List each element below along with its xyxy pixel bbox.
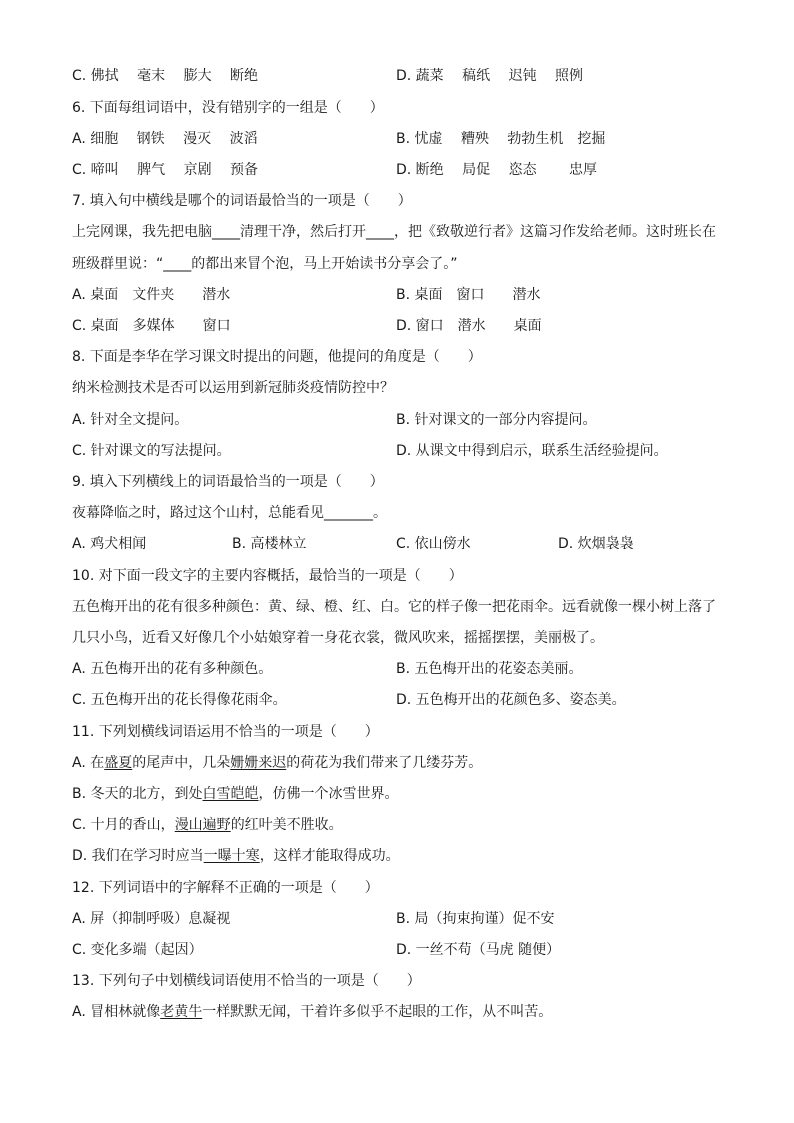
q11-a-text-2: 的尾声中，几朵 <box>132 755 231 771</box>
q11-a-text-3: 的荷花为我们带来了几缕芬芳。 <box>286 755 483 771</box>
q11-b-underlined: 白雪皑皑 <box>202 786 259 802</box>
q11-c-underlined: 漫山遍野 <box>174 817 231 833</box>
q11-b-text-1: B. 冬天的北方，到处 <box>72 786 203 802</box>
q9-option-a: A. 鸡犬相闻 <box>72 536 147 552</box>
q7-option-d: D. 窗口 潜水 桌面 <box>396 318 542 334</box>
q6-option-d: D. 断绝 局促 恣态 忠厚 <box>396 162 598 178</box>
q6-option-b: B. 忧虚 糟殃 勃勃生机 挖掘 <box>396 131 606 147</box>
q9-option-d: D. 炊烟袅袅 <box>558 536 634 552</box>
q12-option-a: A. 屏（抑制呼吸）息凝视 <box>72 911 231 927</box>
q6-option-a: A. 细胞 钢铁 漫灭 波滔 <box>72 131 258 147</box>
q11-option-b <box>72 784 399 804</box>
q8-option-c: C. 针对课文的写法提问。 <box>72 443 231 459</box>
q11-d-text-2: ，这样才能取得成功。 <box>259 848 400 864</box>
q10-option-b: B. 五色梅开出的花姿态美丽。 <box>396 661 583 677</box>
q11-c-text-1: C. 十月的香山， <box>72 817 175 833</box>
question-8: 8. 下面是李华在学习课文时提出的问题，他提问的角度是（ ） <box>72 349 482 365</box>
q13-a-underlined: 老黄牛 <box>160 1004 203 1020</box>
q11-option-d <box>72 846 400 866</box>
q10-option-a: A. 五色梅开出的花有多种颜色。 <box>72 661 273 677</box>
q11-c-text-2: 的红叶美不胜收。 <box>230 817 343 833</box>
q12-option-d: D. 一丝不苟（马虎 随便） <box>396 942 561 958</box>
q11-a-underlined-1: 盛夏 <box>104 755 133 771</box>
q13-option-a <box>72 1002 552 1022</box>
question-11: 11. 下列划横线词语运用不恰当的一项是（ ） <box>72 724 379 740</box>
q8-option-d: D. 从课文中得到启示，联系生活经验提问。 <box>396 443 668 459</box>
q7-option-c: C. 桌面 多媒体 窗口 <box>72 318 231 334</box>
q11-a-text-1: A. 在 <box>72 755 105 771</box>
question-9: 9. 填入下列横线上的词语最恰当的一项是（ ） <box>72 474 384 490</box>
q11-option-c <box>72 815 343 835</box>
q7-option-b: B. 桌面 窗口 潜水 <box>396 287 541 303</box>
q10-option-c: C. 五色梅开出的花长得像花雨伞。 <box>72 692 287 708</box>
q8-passage: 纳米检测技术是否可以运用到新冠肺炎疫情防控中？ <box>72 380 394 396</box>
q11-d-underlined: 一曝十寒 <box>203 848 260 864</box>
q13-a-text-2: 一样默默无闻，干着许多似乎不起眼的工作，从不叫苦。 <box>202 1004 553 1020</box>
q5-option-d: D. 蔬菜 稿纸 迟钝 照例 <box>396 68 584 84</box>
question-13: 13. 下列句子中划横线词语使用不恰当的一项是（ ） <box>72 973 421 989</box>
q5-option-c: C. 佛拭 毫末 膨大 断绝 <box>72 68 259 84</box>
q7-passage-line-1: 上完网课，我先把电脑____清理干净，然后打开____，把《致敬逆行者》这篇习作发给老师。这时班长在 <box>72 224 716 240</box>
question-6: 6. 下面每组词语中，没有错别字的一组是（ ） <box>72 100 384 116</box>
q6-option-c: C. 啼叫 脾气 京剧 预备 <box>72 162 259 178</box>
q8-option-b: B. 针对课文的一部分内容提问。 <box>396 412 597 428</box>
q10-passage-line-2: 几只小鸟，近看又好像几个小姑娘穿着一身花衣裳，微风吹来，摇摇摆摆，美丽极了。 <box>72 630 604 646</box>
q10-option-d: D. 五色梅开出的花颜色多、姿态美。 <box>396 692 626 708</box>
q9-option-b: B. 高楼林立 <box>232 536 307 552</box>
q11-b-text-2: ，仿佛一个冰雪世界。 <box>258 786 399 802</box>
q10-passage-line-1: 五色梅开出的花有很多种颜色：黄、绿、橙、红、白。它的样子像一把花雨伞。远看就像一棵小树上落了 <box>72 599 716 615</box>
q11-option-a <box>72 753 482 773</box>
q7-option-a: A. 桌面 文件夹 潜水 <box>72 287 231 303</box>
q11-d-text-1: D. 我们在学习时应当 <box>72 848 204 864</box>
q12-option-c: C. 变化多端（起因） <box>72 942 203 958</box>
q12-option-b: B. 局（拘束拘谨）促不安 <box>396 911 555 927</box>
question-10: 10. 对下面一段文字的主要内容概括，最恰当的一项是（ ） <box>72 568 463 584</box>
q9-option-c: C. 依山傍水 <box>396 536 471 552</box>
q8-option-a: A. 针对全文提问。 <box>72 412 189 428</box>
q11-a-underlined-2: 姗姗来迟 <box>230 755 287 771</box>
q13-a-text-1: A. 冒相林就像 <box>72 1004 161 1020</box>
q7-passage-line-2: 班级群里说：“____的都出来冒个泡，马上开始读书分享会了。” <box>72 256 458 272</box>
question-7: 7. 填入句中横线是哪个的词语最恰当的一项是（ ） <box>72 193 412 209</box>
q9-passage: 夜幕降临之时，路过这个山村，总能看见_______。 <box>72 505 387 521</box>
question-12: 12. 下列词语中的字解释不正确的一项是（ ） <box>72 880 379 896</box>
